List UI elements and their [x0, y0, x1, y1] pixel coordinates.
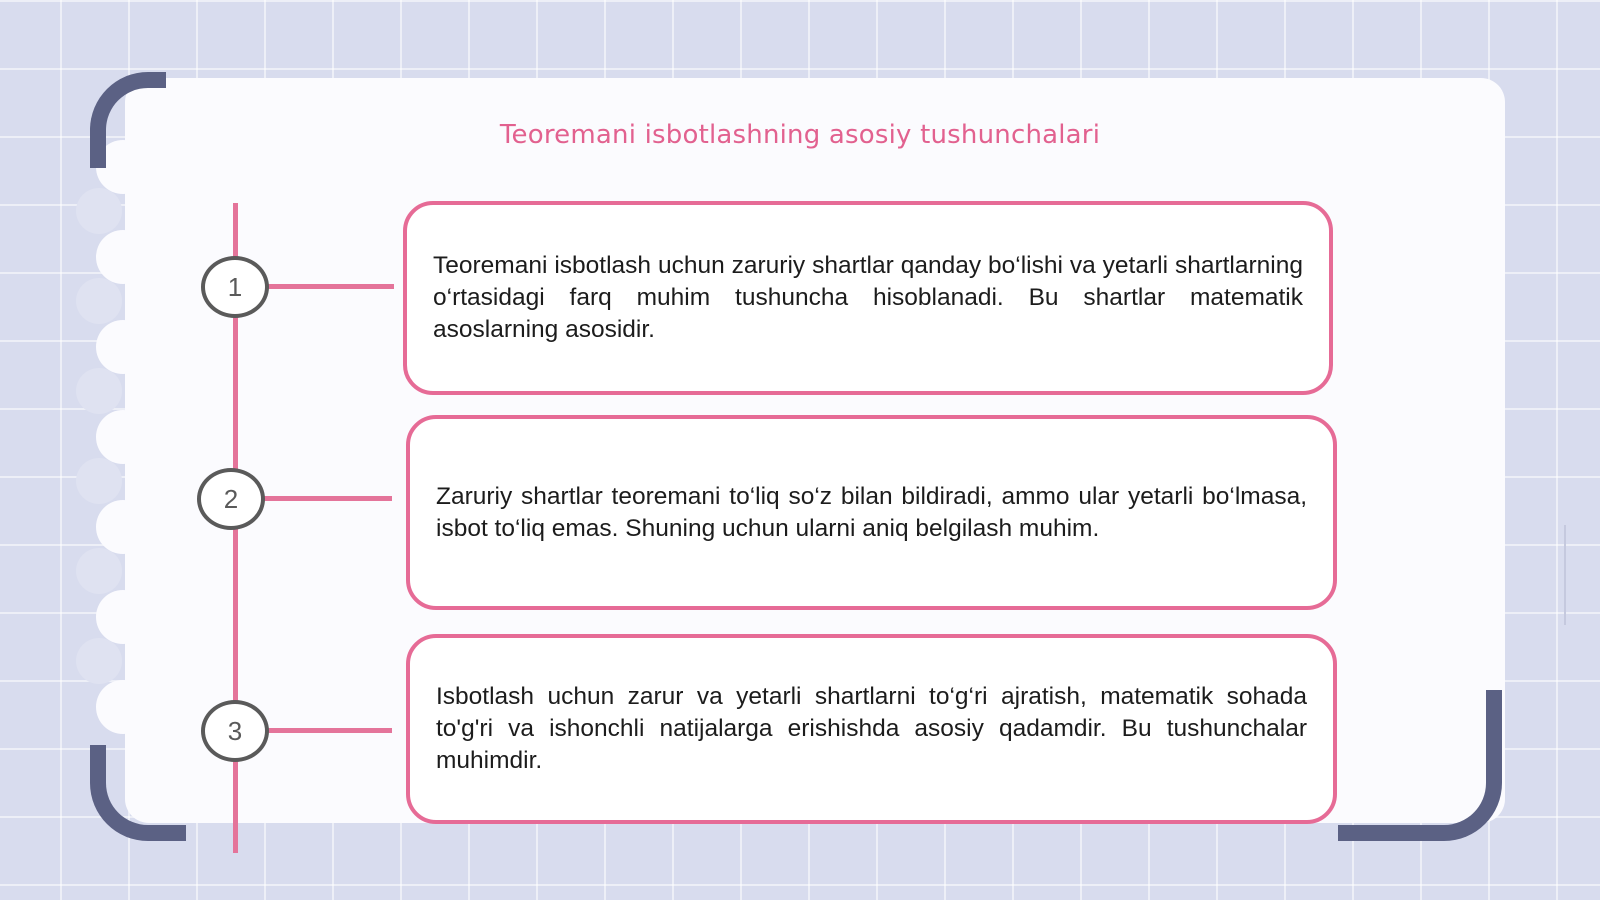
connector-3: [268, 728, 392, 733]
corner-bracket-bottom-right: [1338, 690, 1502, 841]
step-box-3: [406, 634, 1337, 824]
connector-2: [264, 496, 392, 501]
connector-1: [268, 284, 394, 289]
step-number-1: 1: [201, 256, 269, 318]
step-number-2: 2: [197, 468, 265, 530]
slide-title: Teoremani isbotlashning asosiy tushunchalari: [499, 120, 1101, 150]
step-number-3: 3: [201, 700, 269, 762]
corner-bracket-top-left: [90, 72, 166, 168]
corner-bracket-bottom-left: [90, 745, 186, 841]
step-text-3: Isbotlash uchun zarur va yetarli shartlarni to‘g‘ri ajratish, matematik sohada to'g'ri va ishonchli natijalarga erishishda asosiy qadamdir. Bu tushunchalar muhimdir.: [436, 683, 1307, 774]
torn-paper-edge: [96, 140, 156, 780]
step-text-2: Zaruriy shartlar teoremani to‘liq so‘z bilan bildiradi, ammo ular yetarli bo‘lmasa, isbot to‘liq emas. Shuning uchun ularni aniq belgilash muhim.: [436, 482, 1307, 542]
step-box-2: [406, 415, 1337, 610]
decorative-line: [1564, 525, 1566, 625]
step-text-1: Teoremani isbotlash uchun zaruriy shartlar qanday bo‘lishi va yetarli shartlarning o‘rtasidagi farq muhim tushuncha hisoblanadi. Bu shartlar matematik asoslarning asosidir.: [433, 252, 1303, 343]
step-box-1: [403, 201, 1333, 395]
